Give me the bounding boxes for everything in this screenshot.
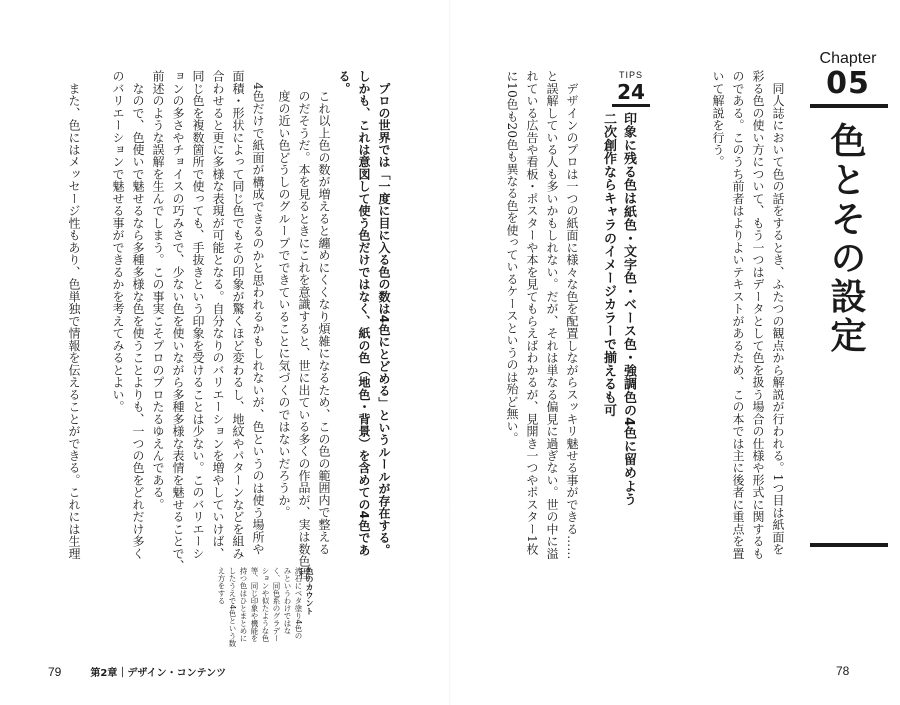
page-gutter: [449, 0, 451, 705]
lead-bold-paragraph: プロの世界では「一度に目に入る色の数は4色にとどめる」というルールが存在する。 しかも、これは意図して使う色だけではなく、紙の色（地色・背景）を含めての4色であ る。: [337, 70, 391, 556]
body-paragraph-1: これ以上色の数が増えると纏めにくくなり煩雑になるため、この色の範囲内で整える のだそうだ。本を見るときにこれを意識すると、世に出ている多くの作品が、実は数色程 度の近い色どうしのグループでできていることに気づくのではないだろうか。: [277, 90, 331, 580]
body-paragraph-1-continued: [274, 90, 334, 580]
chapter-rule-top: [810, 104, 888, 108]
page-number-right: 78: [836, 664, 850, 678]
side-note-body: 流石にベタ塗り4色の みというわけではな く、同色系のグラデー ションや似たような色 等、同じ印象や機能を 持つ色はひとまとめに したうえで4色という数 え方をする: [217, 567, 303, 647]
tips-number: 24: [617, 80, 645, 104]
chapter-rule-bottom: [810, 543, 888, 547]
side-note: [216, 567, 315, 647]
chapter-intro-paragraph: 同人誌において色の話をするとき、ふたつの観点から解説が行われる。1つ目は紙面を 彩る色の使い方について、もう一つはデータとして色を扱う場合の仕様や形式に関するも のである。このうち前者はよりよいテキストがあるため、この本では主に後者に重点を置 いて解説を行う。: [711, 70, 785, 560]
tips-label: TIPS: [618, 70, 643, 80]
tips-rule: [612, 104, 650, 107]
body-paragraph-3: また、色にはメッセージ性もあり、色単独で情報を伝えることができる。これには生理: [67, 70, 81, 560]
page-number-left: 79: [48, 665, 62, 679]
section-label: 第2章｜デザイン・コンテンツ: [90, 668, 227, 679]
body-paragraph-2: 4色だけで紙面が構成できるのかと思われるかもしれないが、色というのは使う場所や 面積・形状によって同じ色でもその印象が驚くほど変わるし、地紋やパターンなどを組み 合わせると更に多様な表現が可能となる。自分なりのバリエーションを増やしていけば、 同じ色を複数箇所で使っても、手抜きという印象を受けることは少ない。このバリエーシ ョンの多さやチョイスの巧みさで、少ない色を使いながら多種多様な表情を魅せることで、 前述のような誤解を生んでしまう。この事実こそプロのプロたるゆえんである。 なので、色使いで魅せるなら多種多様な色を使うことよりも、一つの色をどれだけ多く のバリエーションで魅せる事ができるかを考えてみるとよい。: [111, 70, 265, 572]
chapter-label: Chapter: [819, 50, 877, 67]
tips-title: 印象に残る色は紙色・文字色・ベース色・強調色の4色に留めよう 二次創作ならキャラのイメージカラーで揃えるも可: [601, 112, 636, 506]
tips-body-paragraph: デザインのプロは一つの紙面に様々な色を配置しながらスッキリ魅せる事ができる…… と誤解している人も多いかもしれない。だが、それは単なる偏見に過ぎない。世の中に溢 れている広告や看板・ポスターや本を見てもらえばわかるが、見開き一つやポスター1枚 に10色も20色も異なる色を使っているケースというのは殆ど無い。: [505, 70, 579, 560]
chapter-title: 色とその設定: [825, 122, 866, 356]
chapter-number: 05: [826, 66, 870, 101]
side-note-title: 色のカウント: [305, 567, 314, 615]
footer-left: [48, 664, 226, 679]
